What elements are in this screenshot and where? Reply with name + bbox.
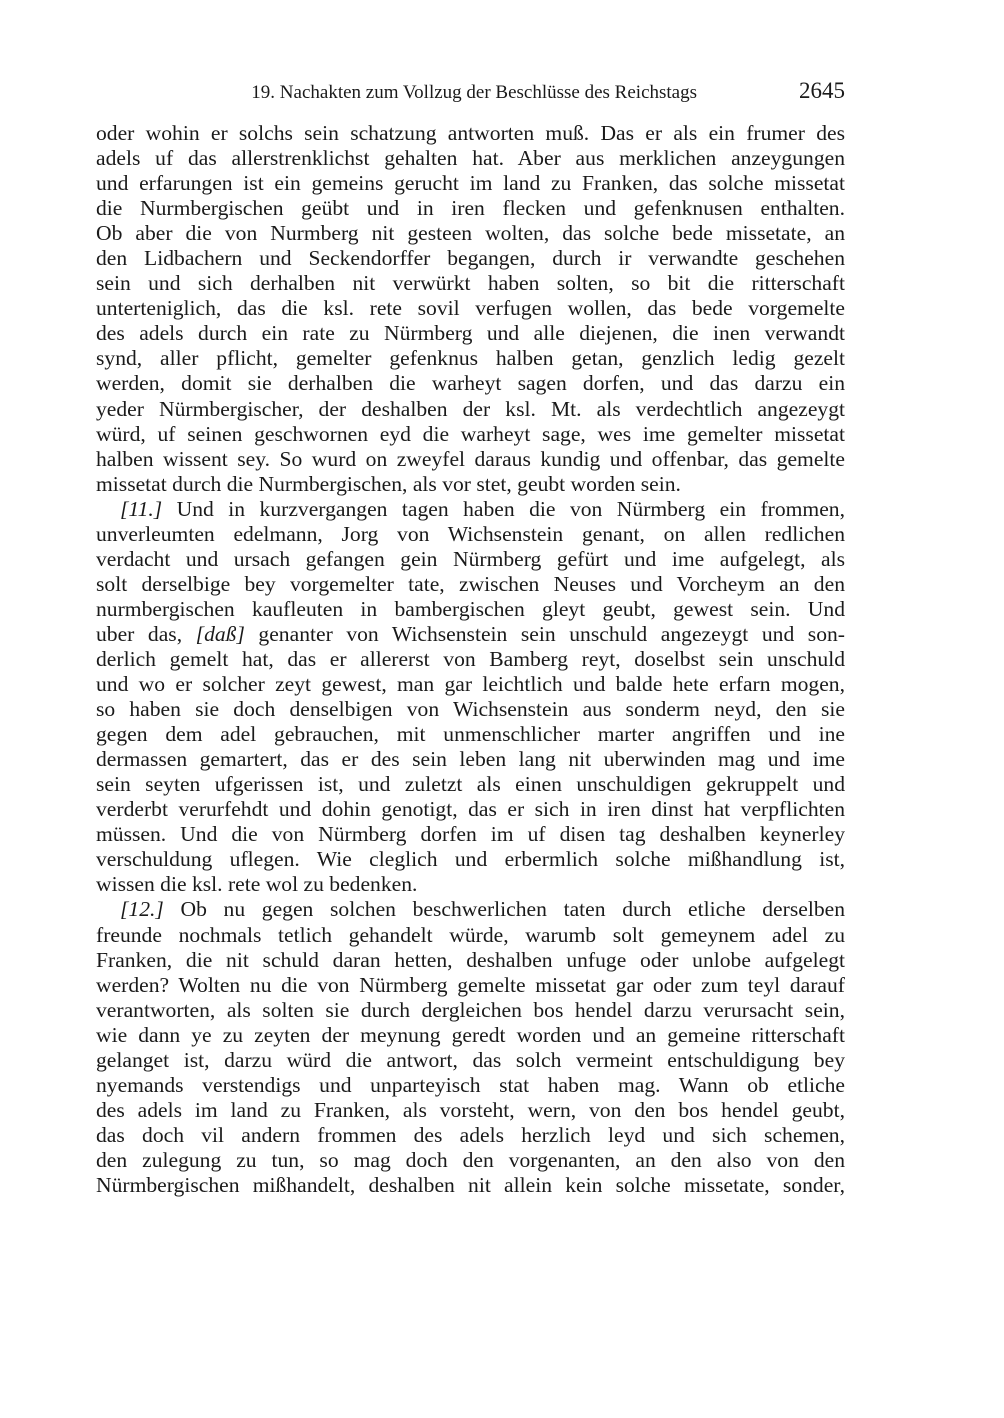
editorial-marker: [11.] <box>120 496 163 521</box>
text-segment: müssen. Und die von Nürmberg dorfen im uf disen tag deshalben keynerley <box>96 822 845 847</box>
text-segment: sein seyten ufgerissen ist, und zuletzt als einen unschuldigen gekruppelt und <box>96 772 845 797</box>
paragraph <box>96 121 845 497</box>
text-line <box>96 998 845 1023</box>
text-line <box>96 948 845 973</box>
text-line <box>96 1048 845 1073</box>
text-line <box>96 397 845 422</box>
text-line <box>96 1023 845 1048</box>
text-segment: freunde nochmals tetlich gehandelt würde, warumb solt gemeynem adel zu <box>96 922 845 947</box>
text-segment: den Lidbachern und Seckendorffer begangen, durch ir verwandte geschehen <box>96 246 845 271</box>
text-segment: so haben sie doch denselbigen von Wichsenstein aus sonderm neyd, den sie <box>96 697 845 722</box>
text-line <box>96 1073 845 1098</box>
text-line <box>96 597 845 622</box>
text-line <box>96 572 845 597</box>
text-segment: des adels durch ein rate zu Nürmberg und alle diejenen, die inen verwandt <box>96 321 845 346</box>
text-line <box>96 472 845 497</box>
page-number: 2645 <box>799 78 845 103</box>
body-text <box>96 121 845 1198</box>
text-segment: und erfarungen ist ein gemeins gerucht im land zu Franken, das solche missetat <box>96 171 845 196</box>
text-segment: gegen dem adel gebrauchen, mit unmenschlicher marter angriffen und ine <box>96 722 845 747</box>
page-header <box>96 78 845 108</box>
text-line <box>96 522 845 547</box>
text-segment: derlich gemelt hat, das er allererst von Bamberg reyt, doselbst sein unschuld <box>96 646 845 671</box>
text-line <box>96 447 845 472</box>
text-line <box>96 822 845 847</box>
text-line <box>96 697 845 722</box>
text-segment: wie dann ye zu zeyten der meynung geredt worden und an gemeine ritterschaft <box>96 1022 845 1047</box>
text-segment: Ob aber die von Nurmberg nit gesteen wolten, das solche bede missetate, an <box>96 221 845 246</box>
text-segment: Ob nu gegen solchen beschwerlichen taten durch etliche derselben <box>163 897 845 922</box>
text-segment: unterteniglich, das die ksl. rete sovil verfugen wollen, das bede vorgemelte <box>96 296 845 321</box>
text-line <box>96 371 845 396</box>
text-segment: werden, domit sie derhalben die warheyt sagen dorfen, und das darzu ein <box>96 371 845 396</box>
text-segment: yeder Nürmbergischer, der deshalben der ksl. Mt. als verdechtlich angezeygt <box>96 396 845 421</box>
text-segment: die Nurmbergischen geübt und in iren flecken und gefenknusen enthalten. <box>96 196 845 221</box>
text-segment: verdacht und ursach gefangen gein Nürmberg gefürt und ime aufgelegt, als <box>96 546 845 571</box>
text-segment: nyemands verstendigs und unparteyisch stat haben mag. Wann ob etliche <box>96 1072 845 1097</box>
text-segment: wissen die ksl. rete wol zu bedenken. <box>96 872 418 897</box>
editorial-marker: [daß] <box>195 621 245 646</box>
text-segment: Franken, die nit schuld daran hetten, deshalben unfuge oder unlobe aufgelegt <box>96 947 845 972</box>
text-line <box>96 346 845 371</box>
text-line <box>96 847 845 872</box>
text-line <box>96 1173 845 1198</box>
text-line <box>96 246 845 271</box>
text-line <box>96 547 845 572</box>
text-segment: nurmbergischen kaufleuten in bambergischen gleyt geubt, gewest sein. Und <box>96 596 845 621</box>
text-line <box>96 1098 845 1123</box>
text-segment: das doch vil andern frommen des adels herzlich leyd und sich schemen, <box>96 1122 845 1147</box>
text-segment: verantworten, als solten sie durch dergleichen bos hendel darzu verursacht sein, <box>96 997 845 1022</box>
text-line <box>96 772 845 797</box>
text-segment: genanter von Wichsenstein sein unschuld angezeygt und son- <box>244 621 845 646</box>
text-segment: solt derselbige bey vorgemelter tate, zwischen Neuses und Vorcheym an den <box>96 571 845 596</box>
text-line <box>96 797 845 822</box>
text-segment: Nürmbergischen mißhandelt, deshalben nit allein kein solche missetate, sonder, <box>96 1172 845 1197</box>
text-segment: Und in kurzvergangen tagen haben die von Nürmberg ein frommen, <box>162 496 845 521</box>
text-line <box>96 171 845 196</box>
text-segment: synd, aller pflicht, gemelter gefenknus halben getan, genzlich ledig gezelt <box>96 346 845 371</box>
text-line <box>96 622 845 647</box>
text-segment: halben wissent sey. So wurd on zweyfel daraus kundig und offenbar, das gemelte <box>96 446 845 471</box>
text-line <box>96 672 845 697</box>
text-line <box>96 221 845 246</box>
running-title: 19. Nachakten zum Vollzug der Beschlüsse des Reichstags <box>251 82 697 103</box>
text-segment: uber das, <box>96 621 196 646</box>
text-line <box>96 872 845 897</box>
text-segment: des adels im land zu Franken, als vorsteht, wern, von den bos hendel geubt, <box>96 1097 845 1122</box>
text-line <box>96 321 845 346</box>
text-line <box>96 422 845 447</box>
text-line <box>96 1148 845 1173</box>
text-line <box>96 897 845 922</box>
text-segment: würd, uf seinen geschwornen eyd die warheyt sage, wes ime gemelter missetat <box>96 421 845 446</box>
text-line <box>96 497 845 522</box>
text-line <box>96 923 845 948</box>
text-segment: verderbt verurfehdt und dohin genotigt, das er sich in iren dinst hat verpflichten <box>96 797 845 822</box>
text-segment: oder wohin er solchs sein schatzung antworten muß. Das er als ein frumer des <box>96 121 845 145</box>
text-line <box>96 296 845 321</box>
text-segment: dermassen gemartert, das er des sein leben lang nit uberwinden mag und ime <box>96 747 845 772</box>
text-segment: missetat durch die Nurmbergischen, als vor stet, geubt worden sein. <box>96 471 681 496</box>
text-line <box>96 1123 845 1148</box>
text-line <box>96 973 845 998</box>
text-segment: und wo er solcher zeyt gewest, man gar leichtlich und balde hete erfarn mogen, <box>96 672 845 697</box>
text-line <box>96 196 845 221</box>
text-line <box>96 146 845 171</box>
text-segment: den zulegung zu tun, so mag doch den vorgenanten, an den also von den <box>96 1147 845 1172</box>
text-segment: verschuldung uflegen. Wie cleglich und erbermlich solche mißhandlung ist, <box>96 847 845 872</box>
paragraph <box>96 897 845 1198</box>
text-line <box>96 121 845 146</box>
text-line <box>96 722 845 747</box>
editorial-marker: [12.] <box>120 897 164 922</box>
text-segment: gelanget ist, darzu würd die antwort, das solch vermeint entschuldigung bey <box>96 1047 845 1072</box>
paragraph <box>96 497 845 898</box>
text-line <box>96 647 845 672</box>
text-segment: unverleumten edelmann, Jorg von Wichsenstein genant, on allen redlichen <box>96 521 845 546</box>
text-line <box>96 747 845 772</box>
text-segment: sein und sich derhalben nit verwürkt haben solten, so bit die ritterschaft <box>96 271 845 296</box>
text-segment: werden? Wolten nu die von Nürmberg gemelte missetat gar oder zum teyl darauf <box>96 972 845 997</box>
text-line <box>96 271 845 296</box>
text-segment: adels uf das allerstrenklichst gehalten hat. Aber aus merklichen anzeygungen <box>96 146 845 171</box>
